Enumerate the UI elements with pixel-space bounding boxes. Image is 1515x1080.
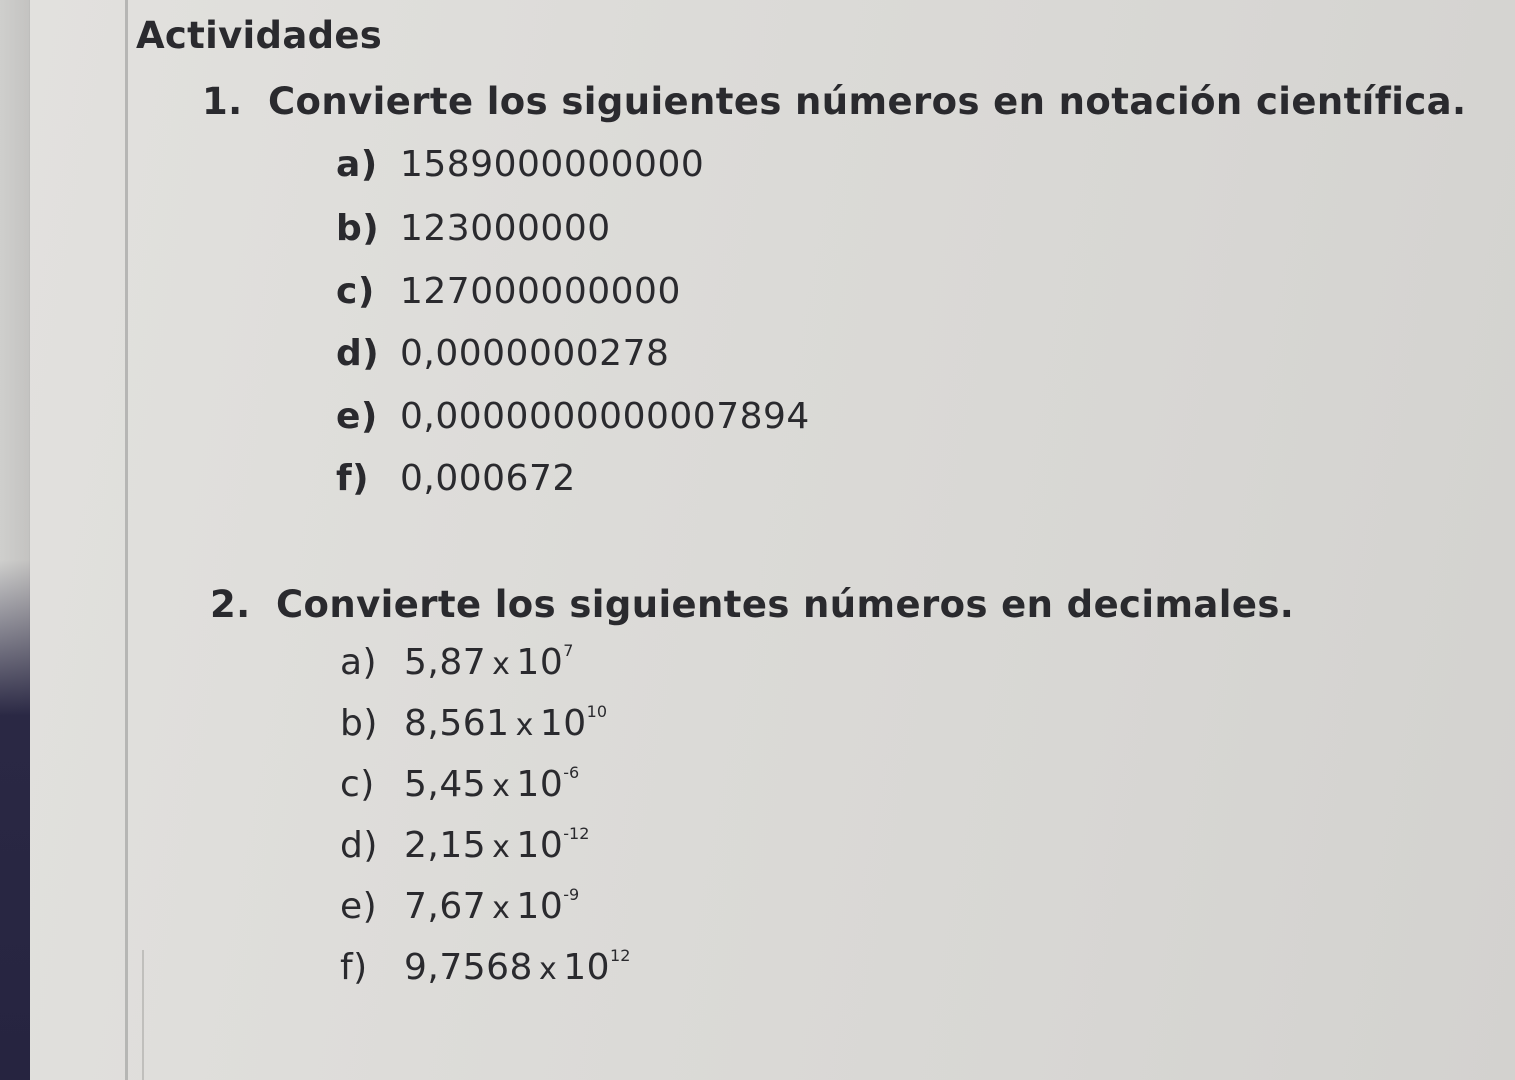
q1-item-letter: a) xyxy=(336,144,378,185)
times-sign: x xyxy=(492,891,511,926)
q2-item-letter: a) xyxy=(340,642,378,683)
q1-item-value: 127000000000 xyxy=(400,271,681,312)
base: 10 xyxy=(563,947,611,988)
q2-item-letter: b) xyxy=(340,703,378,744)
question-1-text: Convierte los siguientes números en notación científica. xyxy=(268,80,1467,123)
mantissa: 9,7568 xyxy=(404,947,533,988)
q2-item-value xyxy=(404,825,589,866)
exponent: 12 xyxy=(610,946,631,965)
times-sign: x xyxy=(492,830,511,865)
q2-item-d xyxy=(340,824,589,866)
q1-item-value: 0,0000000000007894 xyxy=(400,396,810,437)
q2-item-letter: f) xyxy=(340,947,368,988)
base: 10 xyxy=(539,703,587,744)
q2-item-value xyxy=(404,886,579,927)
q1-item-letter: d) xyxy=(336,333,380,374)
page-margin-line-lower xyxy=(142,950,144,1080)
q2-item-c xyxy=(340,763,579,805)
q1-item-value: 0,000672 xyxy=(400,458,576,499)
mantissa: 2,15 xyxy=(404,825,487,866)
q2-item-f xyxy=(340,946,630,988)
monitor-bezel-shadow xyxy=(0,560,30,1080)
times-sign: x xyxy=(492,647,511,682)
q2-item-e xyxy=(340,885,579,927)
q1-item-letter: b) xyxy=(336,208,380,249)
q2-item-value xyxy=(404,764,579,805)
question-2-heading xyxy=(210,583,1294,626)
page-margin-line xyxy=(125,0,128,1080)
question-1-number: 1. xyxy=(202,80,243,123)
q1-item-b xyxy=(336,208,611,249)
q1-item-value: 123000000 xyxy=(400,208,611,249)
base: 10 xyxy=(516,764,564,805)
q2-item-letter: e) xyxy=(340,886,378,927)
exponent: 10 xyxy=(586,702,607,721)
times-sign: x xyxy=(538,952,558,987)
question-2-text: Convierte los siguientes números en decimales. xyxy=(276,583,1295,626)
q2-item-a xyxy=(340,641,573,683)
q1-item-letter: e) xyxy=(336,396,378,437)
exponent: 7 xyxy=(563,641,574,660)
exponent: -9 xyxy=(563,885,580,904)
q2-item-value xyxy=(404,703,607,744)
q1-item-value: 0,0000000278 xyxy=(400,333,670,374)
times-sign: x xyxy=(515,708,534,743)
q1-item-f xyxy=(336,458,576,499)
q2-item-value xyxy=(404,642,573,683)
base: 10 xyxy=(516,642,564,683)
question-2-number: 2. xyxy=(210,583,251,626)
exponent: -12 xyxy=(563,824,590,843)
q2-item-b xyxy=(340,702,607,744)
mantissa: 7,67 xyxy=(404,886,487,927)
mantissa: 5,87 xyxy=(404,642,487,683)
page-title: Actividades xyxy=(136,14,383,57)
mantissa: 5,45 xyxy=(404,764,487,805)
base: 10 xyxy=(516,825,564,866)
document-page xyxy=(30,0,1515,1080)
q2-item-value xyxy=(404,947,630,988)
question-1-heading xyxy=(202,80,1467,123)
times-sign: x xyxy=(492,769,511,804)
q1-item-value: 1589000000000 xyxy=(400,144,705,185)
q1-item-letter: c) xyxy=(336,271,375,312)
q1-item-d xyxy=(336,333,669,374)
q2-item-letter: c) xyxy=(340,764,375,805)
q1-item-a xyxy=(336,144,704,185)
q2-item-letter: d) xyxy=(340,825,378,866)
exponent: -6 xyxy=(563,763,580,782)
q1-item-letter: f) xyxy=(336,458,370,499)
base: 10 xyxy=(516,886,564,927)
q1-item-c xyxy=(336,271,681,312)
mantissa: 8,561 xyxy=(404,703,510,744)
q1-item-e xyxy=(336,396,810,437)
